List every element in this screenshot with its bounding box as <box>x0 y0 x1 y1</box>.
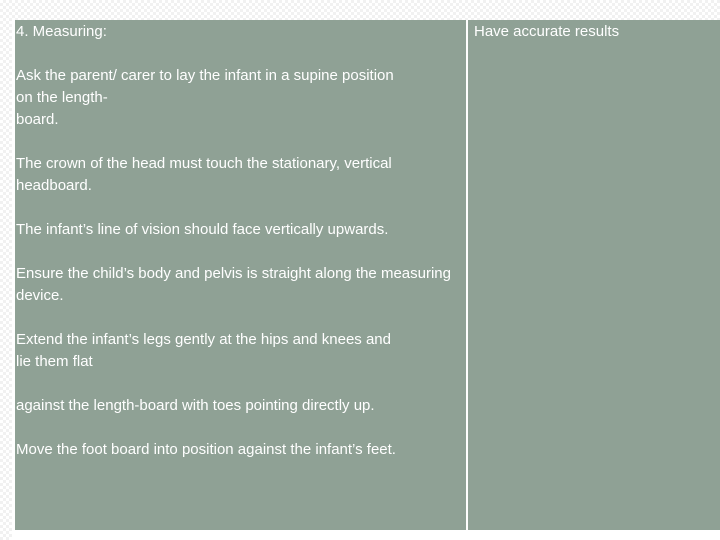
texture-top-edge <box>0 0 720 20</box>
instruction-paragraph: The crown of the head must touch the stationary, vertical headboard. <box>16 155 392 194</box>
instruction-paragraph: Ask the parent/ carer to lay the infant in a supine position on the length- board. <box>16 67 394 128</box>
instruction-paragraph: Move the foot board into position against the infant’s feet. <box>16 441 396 458</box>
instructions-cell <box>15 20 466 530</box>
outcome-cell <box>468 20 720 530</box>
texture-left-edge <box>0 0 12 540</box>
instruction-paragraph: against the length-board with toes pointing directly up. <box>16 397 375 414</box>
outcome-text: Have accurate results <box>474 23 620 40</box>
section-heading: 4. Measuring: <box>16 23 107 40</box>
content-table <box>12 20 720 530</box>
instruction-paragraph: Ensure the child’s body and pelvis is straight along the measuring device. <box>16 265 451 304</box>
instruction-paragraph: Extend the infant’s legs gently at the hips and knees and lie them flat <box>16 331 391 370</box>
instruction-paragraph: The infant’s line of vision should face vertically upwards. <box>16 221 389 238</box>
